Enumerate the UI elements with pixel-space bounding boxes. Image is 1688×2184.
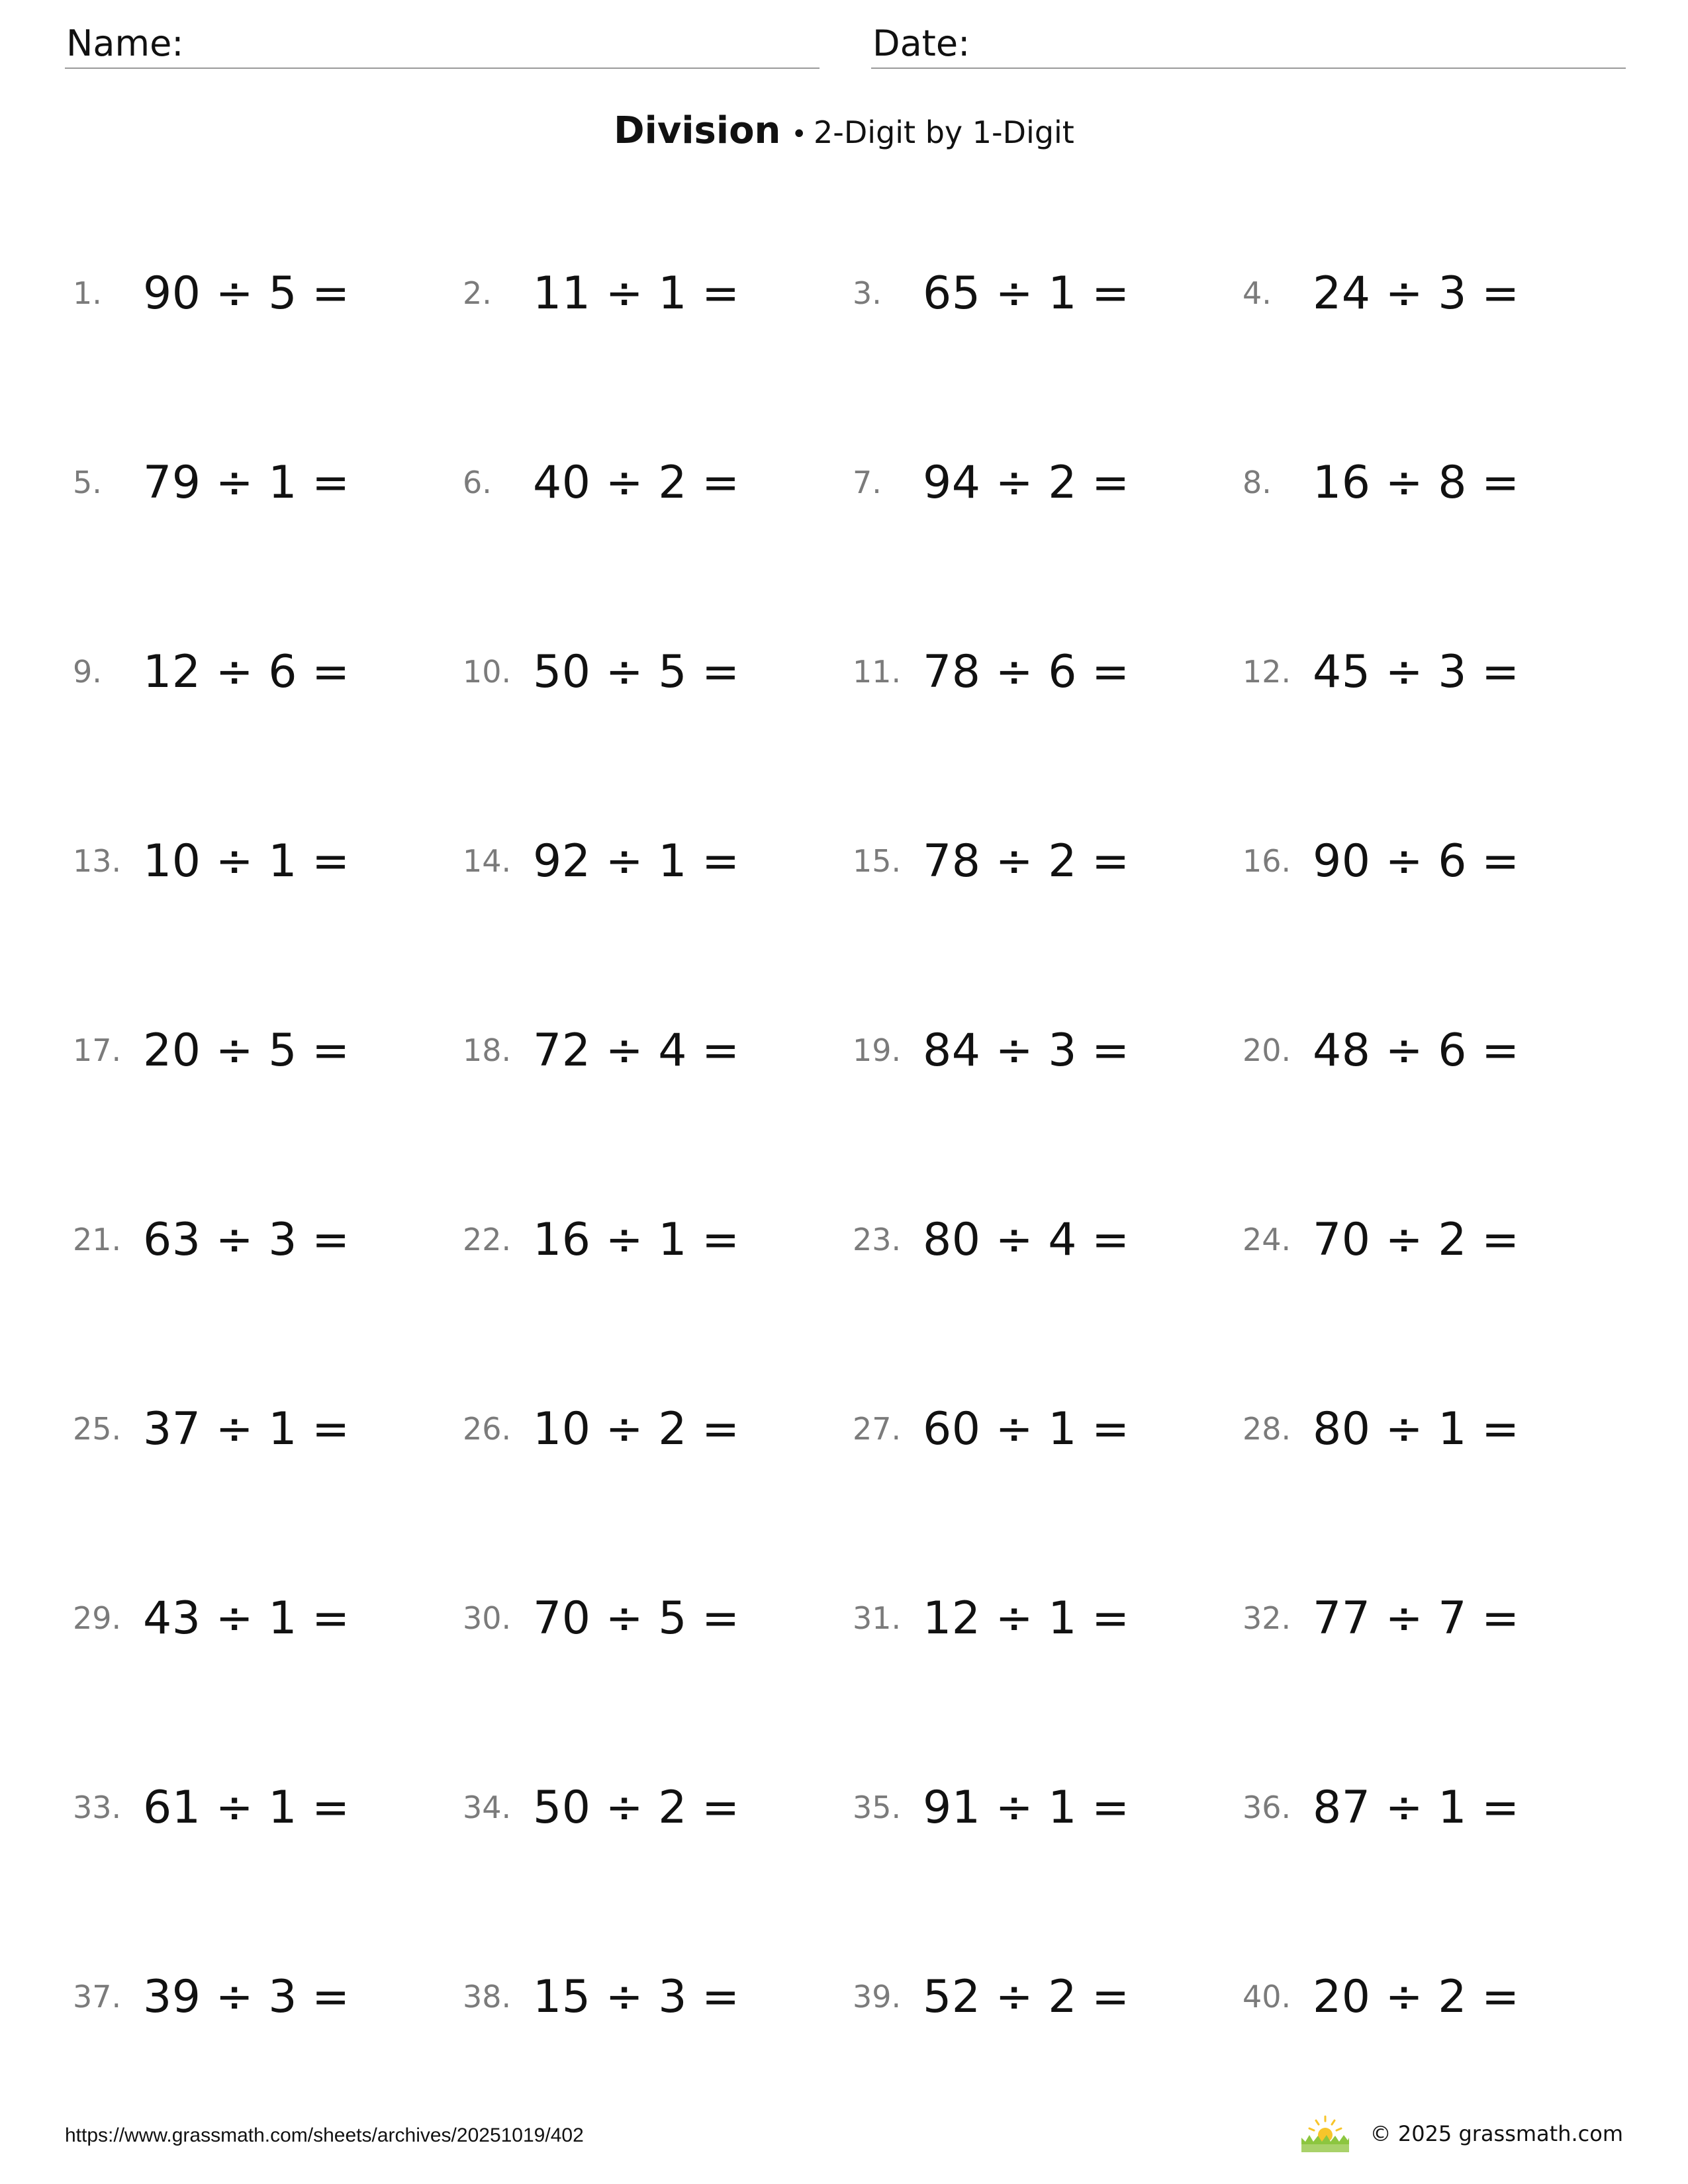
problem-item <box>1243 577 1632 766</box>
problem-expression: 48 ÷ 6 = <box>1313 1024 1520 1077</box>
problem-item <box>1243 199 1632 388</box>
problem-expression: 87 ÷ 1 = <box>1313 1781 1520 1834</box>
problem-expression: 78 ÷ 6 = <box>923 645 1130 698</box>
problem-expression: 80 ÷ 1 = <box>1313 1402 1520 1455</box>
problem-number: 13. <box>73 843 122 879</box>
problem-number: 11. <box>853 654 902 690</box>
problem-expression: 16 ÷ 8 = <box>1313 456 1520 509</box>
problem-expression: 70 ÷ 2 = <box>1313 1213 1520 1266</box>
problem-item <box>1243 1334 1632 1524</box>
problem-number: 18. <box>463 1032 512 1068</box>
worksheet-title <box>0 106 1688 165</box>
problem-number: 24. <box>1243 1222 1291 1257</box>
problem-number: 31. <box>853 1600 902 1636</box>
problem-expression: 72 ÷ 4 = <box>533 1024 740 1077</box>
problem-item <box>1243 766 1632 956</box>
problem-expression: 70 ÷ 5 = <box>533 1592 740 1645</box>
problem-expression: 37 ÷ 1 = <box>143 1402 350 1455</box>
problem-item <box>1243 1524 1632 1713</box>
problem-expression: 10 ÷ 2 = <box>533 1402 740 1455</box>
name-field[interactable] <box>65 19 820 69</box>
problem-number: 21. <box>73 1222 122 1257</box>
title-subtitle: 2-Digit by 1-Digit <box>814 114 1074 150</box>
problem-number: 33. <box>73 1790 122 1825</box>
problem-number: 38. <box>463 1979 512 2015</box>
title-separator: • <box>791 119 807 150</box>
problem-expression: 52 ÷ 2 = <box>923 1970 1130 2023</box>
problem-expression: 20 ÷ 5 = <box>143 1024 350 1077</box>
problem-number: 19. <box>853 1032 902 1068</box>
problem-number: 30. <box>463 1600 512 1636</box>
problem-expression: 60 ÷ 1 = <box>923 1402 1130 1455</box>
problem-expression: 15 ÷ 3 = <box>533 1970 740 2023</box>
problem-number: 7. <box>853 465 882 500</box>
problem-number: 5. <box>73 465 102 500</box>
problem-item <box>853 388 1243 577</box>
problem-number: 34. <box>463 1790 512 1825</box>
problem-expression: 16 ÷ 1 = <box>533 1213 740 1266</box>
name-label: Name: <box>66 23 184 64</box>
problem-item <box>463 1713 853 1902</box>
problem-item <box>1243 388 1632 577</box>
problem-item <box>853 1713 1243 1902</box>
problem-item <box>853 1334 1243 1524</box>
problem-expression: 91 ÷ 1 = <box>923 1781 1130 1834</box>
footer-branding <box>1300 2115 1623 2152</box>
problem-item <box>463 1902 853 2091</box>
date-field[interactable] <box>871 19 1626 69</box>
problem-item <box>463 577 853 766</box>
problem-expression: 78 ÷ 2 = <box>923 835 1130 887</box>
problem-number: 40. <box>1243 1979 1291 2015</box>
problem-number: 20. <box>1243 1032 1291 1068</box>
problem-number: 3. <box>853 275 882 311</box>
problem-item <box>853 577 1243 766</box>
problem-expression: 79 ÷ 1 = <box>143 456 350 509</box>
problem-number: 25. <box>73 1411 122 1447</box>
problem-number: 8. <box>1243 465 1272 500</box>
problem-number: 12. <box>1243 654 1291 690</box>
problem-item <box>1243 956 1632 1145</box>
problem-item <box>463 766 853 956</box>
problem-item <box>463 956 853 1145</box>
problem-expression: 24 ÷ 3 = <box>1313 267 1520 320</box>
footer-url[interactable]: https://www.grassmath.com/sheets/archives/20251019/402 <box>65 2124 584 2146</box>
problem-item <box>853 1524 1243 1713</box>
problem-item <box>73 1902 463 2091</box>
problem-expression: 45 ÷ 3 = <box>1313 645 1520 698</box>
problem-item <box>1243 1902 1632 2091</box>
problem-item <box>463 1145 853 1334</box>
footer-copyright: © 2025 grassmath.com <box>1370 2121 1623 2146</box>
problem-item <box>853 956 1243 1145</box>
date-label: Date: <box>872 23 970 64</box>
problem-item <box>73 1334 463 1524</box>
problem-expression: 11 ÷ 1 = <box>533 267 740 320</box>
problem-expression: 77 ÷ 7 = <box>1313 1592 1520 1645</box>
problem-item <box>73 388 463 577</box>
problem-number: 36. <box>1243 1790 1291 1825</box>
problem-number: 28. <box>1243 1411 1291 1447</box>
problem-number: 37. <box>73 1979 122 2015</box>
problem-item <box>463 199 853 388</box>
problem-expression: 92 ÷ 1 = <box>533 835 740 887</box>
problem-number: 22. <box>463 1222 512 1257</box>
problem-number: 26. <box>463 1411 512 1447</box>
problem-number: 2. <box>463 275 492 311</box>
problem-expression: 65 ÷ 1 = <box>923 267 1130 320</box>
problem-expression: 84 ÷ 3 = <box>923 1024 1130 1077</box>
problem-item <box>73 1524 463 1713</box>
problem-expression: 43 ÷ 1 = <box>143 1592 350 1645</box>
problem-number: 39. <box>853 1979 902 2015</box>
grass-sun-logo-icon <box>1300 2115 1350 2152</box>
problem-number: 1. <box>73 275 102 311</box>
problem-number: 27. <box>853 1411 902 1447</box>
problem-item <box>463 1334 853 1524</box>
problem-item <box>1243 1145 1632 1334</box>
problem-expression: 63 ÷ 3 = <box>143 1213 350 1266</box>
problem-number: 10. <box>463 654 512 690</box>
problem-number: 32. <box>1243 1600 1291 1636</box>
problem-item <box>853 199 1243 388</box>
problem-number: 23. <box>853 1222 902 1257</box>
problem-grid <box>73 199 1635 2091</box>
problem-expression: 39 ÷ 3 = <box>143 1970 350 2023</box>
problem-item <box>463 388 853 577</box>
problem-expression: 61 ÷ 1 = <box>143 1781 350 1834</box>
problem-number: 6. <box>463 465 492 500</box>
problem-number: 9. <box>73 654 102 690</box>
problem-number: 14. <box>463 843 512 879</box>
problem-item <box>73 577 463 766</box>
problem-number: 16. <box>1243 843 1291 879</box>
problem-expression: 90 ÷ 6 = <box>1313 835 1520 887</box>
problem-number: 17. <box>73 1032 122 1068</box>
problem-item <box>73 956 463 1145</box>
problem-expression: 94 ÷ 2 = <box>923 456 1130 509</box>
problem-item <box>73 1713 463 1902</box>
problem-expression: 12 ÷ 6 = <box>143 645 350 698</box>
problem-expression: 40 ÷ 2 = <box>533 456 740 509</box>
problem-item <box>73 766 463 956</box>
title-main: Division <box>614 109 781 152</box>
problem-expression: 50 ÷ 2 = <box>533 1781 740 1834</box>
problem-item <box>463 1524 853 1713</box>
problem-expression: 20 ÷ 2 = <box>1313 1970 1520 2023</box>
problem-expression: 10 ÷ 1 = <box>143 835 350 887</box>
problem-item <box>853 1902 1243 2091</box>
problem-item <box>73 1145 463 1334</box>
problem-number: 35. <box>853 1790 902 1825</box>
problem-item <box>1243 1713 1632 1902</box>
problem-expression: 50 ÷ 5 = <box>533 645 740 698</box>
problem-expression: 12 ÷ 1 = <box>923 1592 1130 1645</box>
problem-expression: 80 ÷ 4 = <box>923 1213 1130 1266</box>
problem-item <box>853 766 1243 956</box>
problem-item <box>853 1145 1243 1334</box>
problem-expression: 90 ÷ 5 = <box>143 267 350 320</box>
problem-number: 15. <box>853 843 902 879</box>
problem-number: 29. <box>73 1600 122 1636</box>
problem-item <box>73 199 463 388</box>
problem-number: 4. <box>1243 275 1272 311</box>
